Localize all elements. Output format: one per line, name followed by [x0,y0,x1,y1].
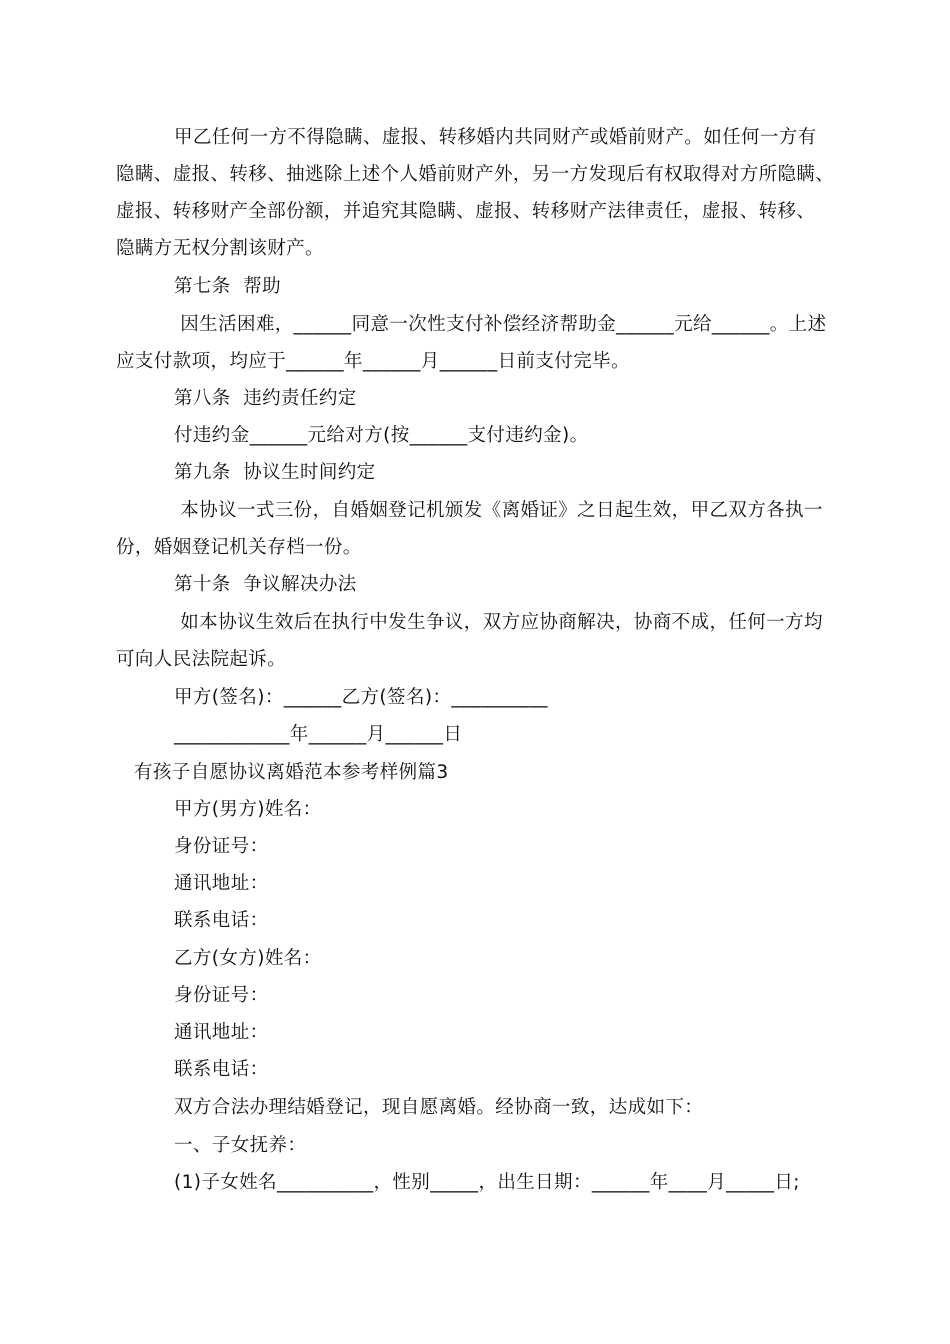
paragraph-line: 应支付款项，均应于______年______月______日前支付完毕。 [116,351,630,372]
paragraph-line: 本协议一式三份，自婚姻登记机颁发《离婚证》之日起生效，甲乙双方各执一 [174,500,823,521]
paragraph-line: 甲乙任何一方不得隐瞒、虚报、转移婚内共同财产或婚前财产。如任何一方有 [174,127,817,148]
form-field-label: 身份证号： [174,985,269,1006]
paragraph-line: 份，婚姻登记机关存档一份。 [116,537,362,558]
paragraph-line: 如本协议生效后在执行中发生争议，双方应协商解决，协商不成，任何一方均 [174,612,823,633]
article-heading: 第八条 违约责任约定 [174,388,357,409]
date-line: ____________年______月______日 [174,724,463,745]
paragraph-line: 隐瞒方无权分割该财产。 [116,238,324,259]
paragraph-line: 双方合法办理结婚登记，现自愿离婚。经协商一致，达成如下： [174,1097,704,1118]
paragraph-line: 因生活困难，______同意一次性支付补偿经济帮助金______元给______。上述 [174,314,827,335]
clause-heading: 一、子女抚养： [174,1135,307,1156]
form-field-label: 通讯地址： [174,1022,269,1043]
article-heading: 第七条 帮助 [174,276,282,297]
form-field-label: 甲方(男方)姓名： [174,799,322,820]
article-heading: 第十条 争议解决办法 [174,574,357,595]
paragraph-line: 可向人民法院起诉。 [116,649,287,670]
form-field-label: 联系电话： [174,1059,269,1080]
form-field-label: 联系电话： [174,910,269,931]
paragraph-line: 付违约金______元给对方(按______支付违约金)。 [174,425,589,446]
paragraph-line: 虚报、转移财产全部份额，并追究其隐瞒、虚报、转移财产法律责任，虚报、转移、 [116,201,816,222]
article-heading: 第九条 协议生时间约定 [174,462,376,483]
signature-line: 甲方(签名)：______乙方(签名)：__________ [174,687,548,708]
form-field-label: 身份证号： [174,836,269,857]
paragraph-line: (1)子女姓名__________，性别_____，出生日期：______年____月_____日; [174,1172,800,1193]
form-field-label: 乙方(女方)姓名： [174,948,322,969]
paragraph-line: 隐瞒、虚报、转移、抽逃除上述个人婚前财产外，另一方发现后有权取得对方所隐瞒、 [116,164,835,185]
form-field-label: 通讯地址： [174,873,269,894]
section-title: 有孩子自愿协议离婚范本参考样例篇3 [134,762,449,783]
